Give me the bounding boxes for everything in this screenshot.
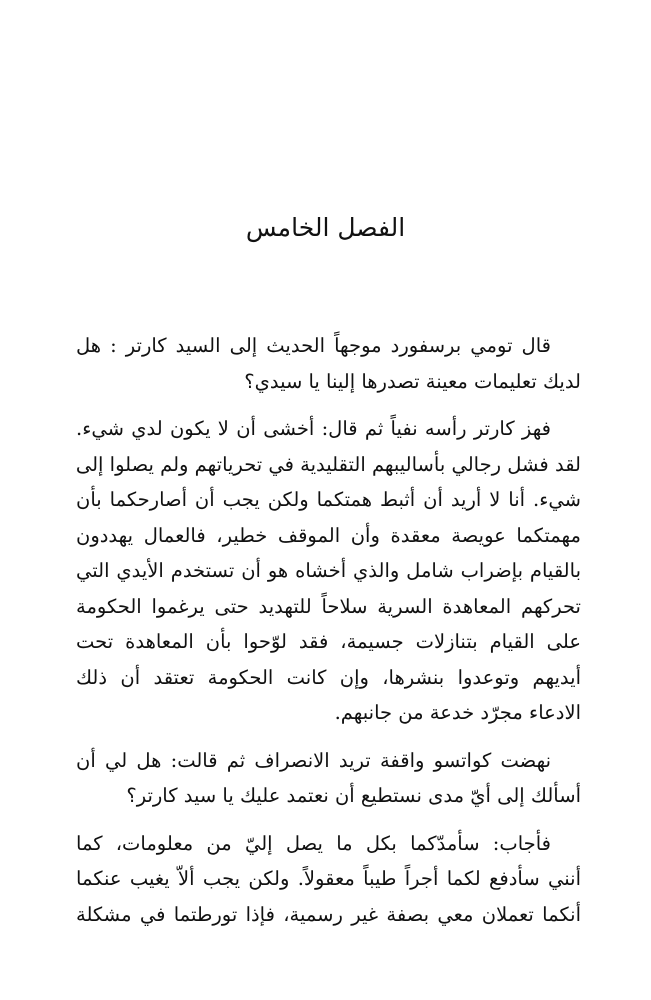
paragraph-line: أنكما تعملان معي بصفة غير رسمية، فإذا تورطتما في مشكلة — [76, 902, 581, 926]
paragraph-line: أسألك إلى أيّ مدى نستطيع أن نعتمد عليك يا سيد كارتر؟ — [126, 784, 581, 807]
paragraph-line: الادعاء مجرّد خدعة من جانبهم. — [334, 701, 581, 724]
paragraph-line: شيء. أنا لا أريد أن أثبط همتكما ولكن يجب أن أصارحكما بأن — [76, 488, 581, 511]
paragraph-4 — [76, 826, 581, 933]
paragraph-line: أيديهم وتوعدوا بنشرها، وإن كانت الحكومة تعتقد أن ذلك — [76, 665, 581, 689]
paragraph-line: على القيام بتنازلات جسيمة، فقد لوّحوا بأن المعاهدة تحت — [76, 630, 581, 653]
paragraph-line: فأجاب: سأمدّكما بكل ما يصل إليّ من معلومات، كما — [76, 831, 551, 855]
paragraph-3 — [76, 743, 581, 814]
paragraph-line: لقد فشل رجالي بأساليبهم التقليدية في تحرياتهم ولم يصلوا إلى — [76, 452, 581, 476]
paragraph-line: تحركهم المعاهدة السرية سلاحاً للتهديد حتى يرغموا الحكومة — [76, 594, 581, 618]
chapter-title: الفصل الخامس — [245, 213, 406, 242]
paragraph-line: مهمتكما عويصة معقدة وأن الموقف خطير، فالعمال يهددون — [76, 523, 581, 547]
paragraph-line: أنني سأدفع لكما أجراً طيباً معقولاً. ولكن يجب ألاّ يغيب عنكما — [76, 867, 581, 890]
chapter-body — [76, 328, 581, 944]
paragraph-line: بالقيام بإضراب شامل والذي أخشاه هو أن تستخدم الأيدي التي — [76, 559, 581, 582]
paragraph-1 — [76, 328, 581, 399]
paragraph-line: لديك تعليمات معينة تصدرها إلينا يا سيدي؟ — [244, 369, 581, 393]
paragraph-line: نهضت كواتسو واقفة تريد الانصراف ثم قالت: هل لي أن — [76, 748, 551, 772]
paragraph-line: قال تومي برسفورد موجهاً الحديث إلى السيد كارتر : هل — [76, 334, 551, 357]
paragraph-2 — [76, 411, 581, 731]
paragraph-line: فهز كارتر رأسه نفياً ثم قال: أخشى أن لا يكون لدي شيء. — [76, 417, 551, 440]
